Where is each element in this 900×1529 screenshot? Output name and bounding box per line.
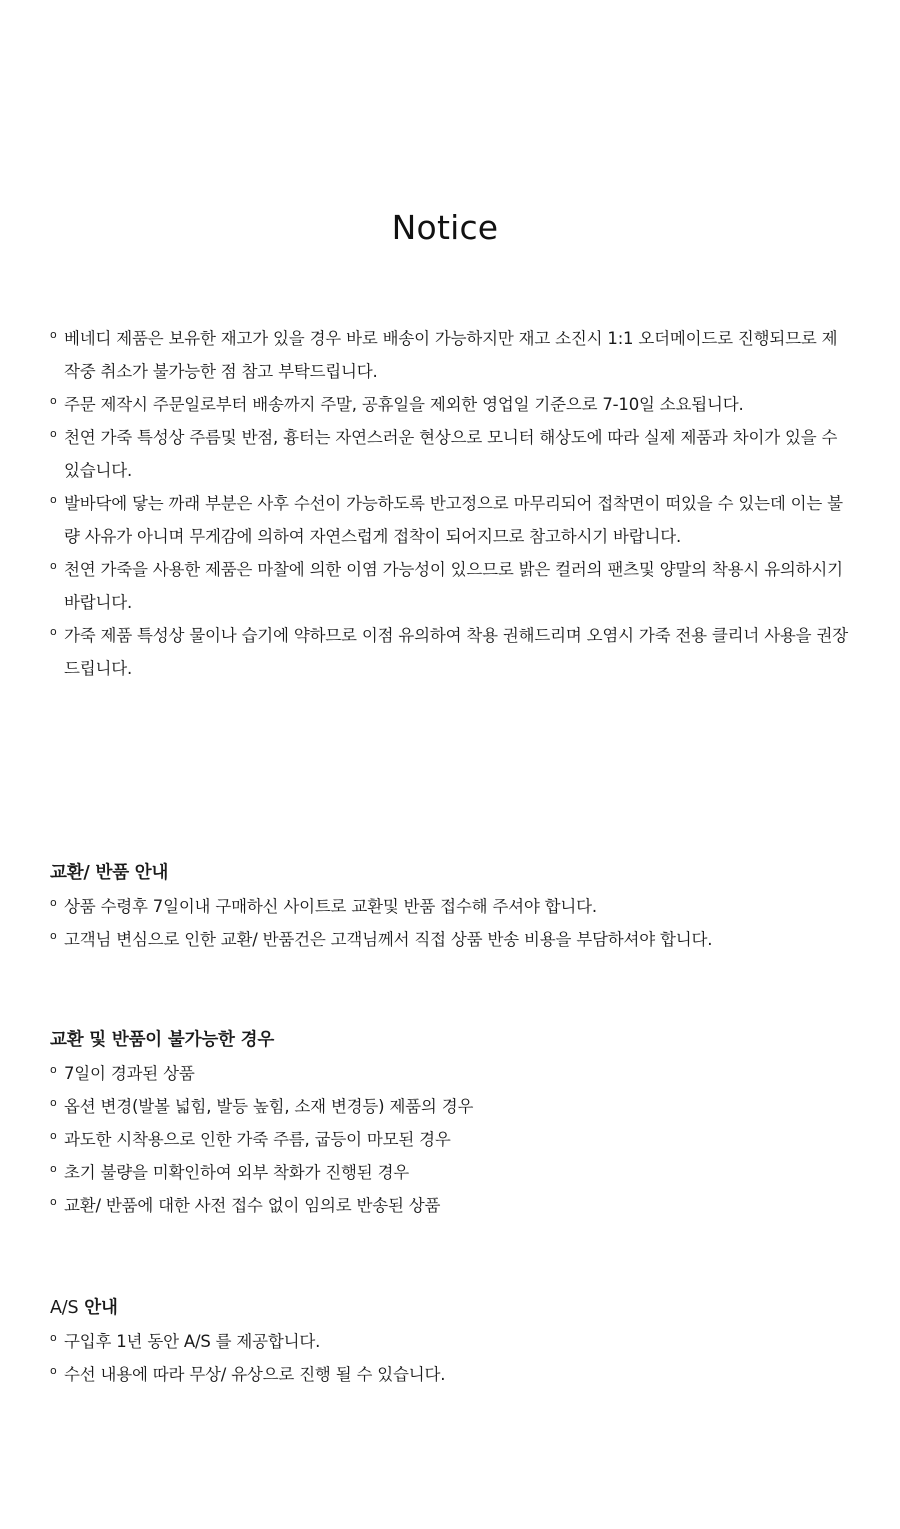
bullet-icon: o (50, 1096, 57, 1109)
exchange-text: 고객님 변심으로 인한 교환/ 반품건은 고객님께서 직접 상품 반송 비용을 부담하셔야 합니다. (64, 930, 713, 949)
bullet-icon: o (50, 929, 57, 942)
bullet-icon: o (50, 896, 57, 909)
as-text: 수선 내용에 따라 무상/ 유상으로 진행 될 수 있습니다. (64, 1365, 446, 1384)
bullet-icon: o (50, 1331, 57, 1344)
exchange-heading: 교환/ 반품 안내 (50, 863, 169, 883)
list-item (50, 487, 850, 553)
list-item (50, 619, 850, 685)
notice-text: 주문 제작시 주문일로부터 배송까지 주말, 공휴일을 제외한 영업일 기준으로 7-10일 소요됩니다. (64, 395, 744, 414)
nonreturnable-text: 옵션 변경(발볼 넓힘, 발등 높힘, 소재 변경등) 제품의 경우 (64, 1097, 474, 1116)
bullet-icon: o (50, 394, 57, 407)
bullet-icon: o (50, 1162, 57, 1175)
bullet-icon: o (50, 1063, 57, 1076)
page-title: Notice (391, 208, 499, 247)
notice-text: 천연 가죽 특성상 주름및 반점, 흉터는 자연스러운 현상으로 모니터 해상도에 따라 실제 제품과 차이가 있을 수 있습니다. (64, 428, 838, 480)
list-item (50, 890, 870, 923)
list-item (50, 923, 870, 956)
list-item (50, 1358, 870, 1391)
list-item (50, 1325, 870, 1358)
bullet-icon: o (50, 559, 57, 572)
list-item (50, 421, 850, 487)
as-heading (50, 1292, 870, 1325)
nonreturnable-section (50, 1024, 870, 1222)
exchange-text: 상품 수령후 7일이내 구매하신 사이트로 교환및 반품 접수해 주셔야 합니다. (64, 897, 597, 916)
bullet-icon: o (50, 625, 57, 638)
as-section (50, 1292, 870, 1391)
notice-list (50, 322, 850, 685)
nonreturnable-text: 7일이 경과된 상품 (64, 1064, 195, 1083)
bullet-icon: o (50, 328, 57, 341)
notice-text: 천연 가죽을 사용한 제품은 마찰에 의한 이염 가능성이 있으므로 밝은 컬러의 팬츠및 양말의 착용시 유의하시기 바랍니다. (64, 560, 843, 612)
exchange-section (50, 857, 870, 956)
notice-text: 가죽 제품 특성상 물이나 습기에 약하므로 이점 유의하여 착용 권해드리며 오염시 가죽 전용 클리너 사용을 권장 드립니다. (64, 626, 848, 678)
list-item (50, 388, 850, 421)
list-item (50, 553, 850, 619)
bullet-icon: o (50, 1129, 57, 1142)
bullet-icon: o (50, 1195, 57, 1208)
as-heading-prefix: A/S (50, 1298, 79, 1318)
nonreturnable-heading: 교환 및 반품이 불가능한 경우 (50, 1030, 275, 1050)
notice-text: 베네디 제품은 보유한 재고가 있을 경우 바로 배송이 가능하지만 재고 소진시 1:1 오더메이드로 진행되므로 제작중 취소가 불가능한 점 참고 부탁드립니다. (64, 329, 838, 381)
list-item (50, 1090, 870, 1123)
nonreturnable-text: 초기 불량을 미확인하여 외부 착화가 진행된 경우 (64, 1163, 410, 1182)
list-item (50, 1189, 870, 1222)
notice-text: 발바닥에 닿는 까래 부분은 사후 수선이 가능하도록 반고정으로 마무리되어 접착면이 떠있을 수 있는데 이는 불량 사유가 아니며 무게감에 의하여 자연스럽게 접착이 되어지므로 참고하시기 바랍니다. (64, 494, 843, 546)
exchange-list (50, 890, 870, 956)
list-item (50, 1123, 870, 1156)
as-text: 구입후 1년 동안 A/S 를 제공합니다. (64, 1332, 321, 1351)
nonreturnable-text: 교환/ 반품에 대한 사전 접수 없이 임의로 반송된 상품 (64, 1196, 441, 1215)
list-item (50, 1057, 870, 1090)
list-item (50, 322, 850, 388)
bullet-icon: o (50, 493, 57, 506)
bullet-icon: o (50, 427, 57, 440)
nonreturnable-text: 과도한 시착용으로 인한 가죽 주름, 굽등이 마모된 경우 (64, 1130, 451, 1149)
nonreturnable-list (50, 1057, 870, 1222)
as-list (50, 1325, 870, 1391)
bullet-icon: o (50, 1364, 57, 1377)
list-item (50, 1156, 870, 1189)
as-heading-suffix: 안내 (84, 1298, 118, 1318)
